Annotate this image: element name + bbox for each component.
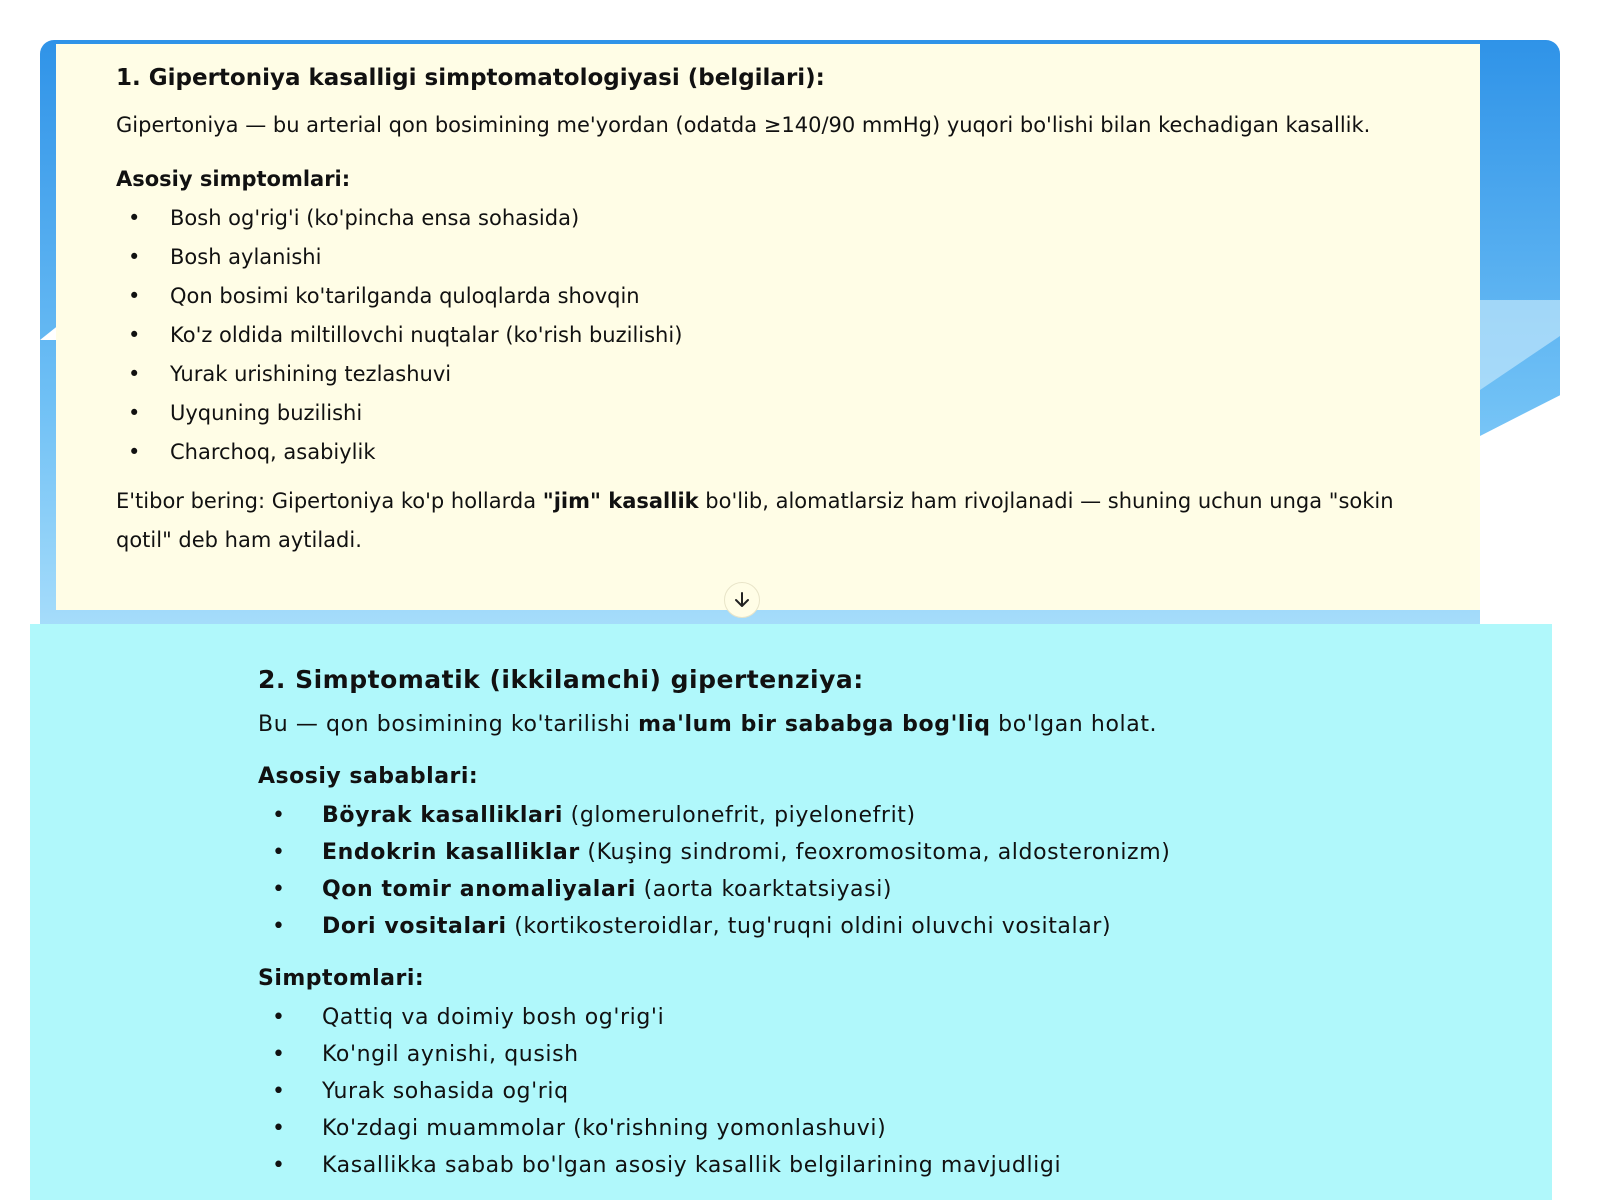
section-1-symptoms-heading: Asosiy simptomlari: xyxy=(116,167,351,192)
bullet-icon: • xyxy=(272,876,286,902)
section-2-causes-heading: Asosiy sabablari: xyxy=(258,763,479,789)
list-item: • Endokrin kasalliklar (Kuşing sindromi, feoxromositoma, aldosteronizm) xyxy=(258,834,1552,871)
list-item: • Yurak sohasida og'riq xyxy=(258,1073,1552,1110)
bullet-icon: • xyxy=(128,323,141,348)
bullet-icon: • xyxy=(128,206,141,231)
bullet-icon: • xyxy=(272,1041,286,1067)
list-item: • Charchoq, asabiylik xyxy=(116,433,1420,472)
section-1-intro: Gipertoniya — bu arterial qon bosimining me'yordan (odatda ≥140/90 mmHg) yuqori bo'lishi bilan kechadigan kasallik. xyxy=(116,113,1371,138)
bullet-icon: • xyxy=(272,802,286,828)
bullet-icon: • xyxy=(128,440,141,465)
section-2-causes-list xyxy=(258,797,1552,945)
bullet-icon: • xyxy=(128,362,141,387)
bullet-icon: • xyxy=(128,284,141,309)
list-item: • Yurak urishining tezlashuvi xyxy=(116,355,1420,394)
section-1-note: E'tibor bering: Gipertoniya ko'p hollarda "jim" kasallik bo'lib, alomatlarsiz ham rivojlanadi — shuning uchun unga "sokin qotil" deb ham aytiladi. xyxy=(116,489,1394,553)
bullet-icon: • xyxy=(272,913,286,939)
section-2-title: 2. Simptomatik (ikkilamchi) gipertenziya: xyxy=(258,665,864,694)
bullet-icon: • xyxy=(272,1078,286,1104)
bullet-icon: • xyxy=(272,1115,286,1141)
list-item: • Dori vositalari (kortikosteroidlar, tug'ruqni oldini oluvchi vositalar) xyxy=(258,908,1552,945)
list-item: • Qon tomir anomaliyalari (aorta koarktatsiyasi) xyxy=(258,871,1552,908)
section-2-symptoms-heading: Simptomlari: xyxy=(258,965,425,991)
list-item: • Bosh aylanishi xyxy=(116,238,1420,277)
list-item: • Qattiq va doimiy bosh og'rig'i xyxy=(258,999,1552,1036)
bullet-icon: • xyxy=(272,1004,286,1030)
bullet-icon: • xyxy=(272,839,286,865)
section-2-intro: Bu — qon bosimining ko'tarilishi ma'lum bir sababga bog'liq bo'lgan holat. xyxy=(258,711,1158,737)
list-item: • Kasallikka sabab bo'lgan asosiy kasallik belgilarining mavjudligi xyxy=(258,1147,1552,1184)
list-item: • Ko'ngil aynishi, qusish xyxy=(258,1036,1552,1073)
list-item: • Ko'z oldida miltillovchi nuqtalar (ko'rish buzilishi) xyxy=(116,316,1420,355)
list-item: • Böyrak kasalliklari (glomerulonefrit, piyelonefrit) xyxy=(258,797,1552,834)
section-1-panel xyxy=(56,44,1480,610)
arrow-down-icon xyxy=(732,590,752,610)
bullet-icon: • xyxy=(272,1152,286,1178)
list-item: • Uyquning buzilishi xyxy=(116,394,1420,433)
scroll-down-button[interactable] xyxy=(724,582,760,618)
bullet-icon: • xyxy=(128,245,141,270)
list-item: • Bosh og'rig'i (ko'pincha ensa sohasida) xyxy=(116,199,1420,238)
list-item: • Ko'zdagi muammolar (ko'rishning yomonlashuvi) xyxy=(258,1110,1552,1147)
section-2-panel xyxy=(30,624,1552,1200)
list-item: • Qon bosimi ko'tarilganda quloqlarda shovqin xyxy=(116,277,1420,316)
bullet-icon: • xyxy=(128,401,141,426)
section-1-title: 1. Gipertoniya kasalligi simptomatologiyasi (belgilari): xyxy=(116,65,825,91)
section-2-symptoms-list xyxy=(258,999,1552,1184)
section-1-symptoms-list xyxy=(116,199,1420,472)
